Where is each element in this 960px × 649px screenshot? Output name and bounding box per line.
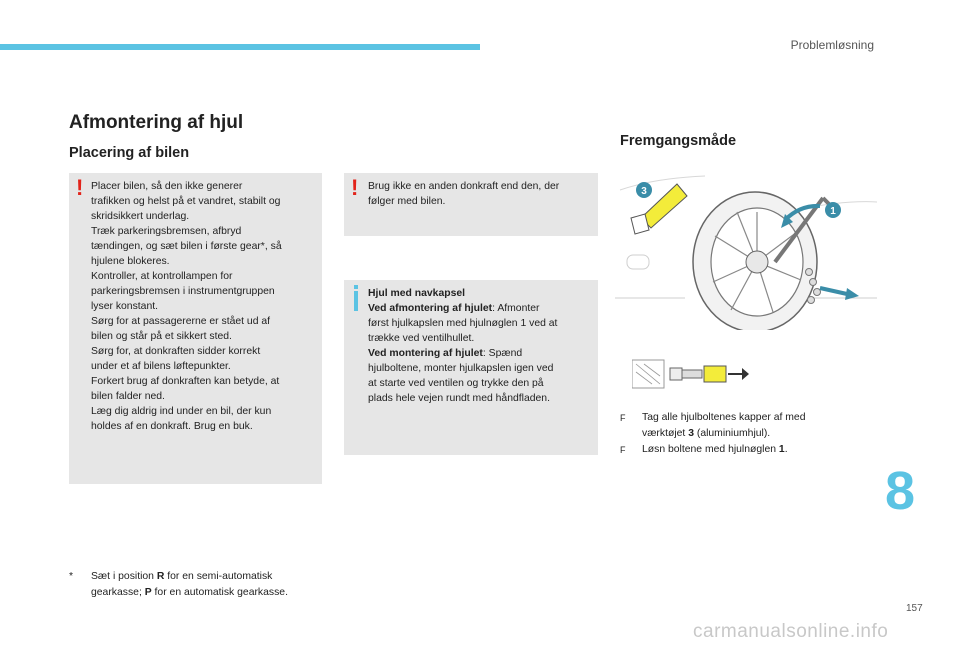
removal-label: Ved afmontering af hjulet xyxy=(368,303,493,314)
warning-box-jack xyxy=(344,173,598,236)
top-accent-bar xyxy=(0,44,480,50)
text-line: Læg dig aldrig ind under en bil, der kun xyxy=(91,406,272,417)
chapter-number: 8 xyxy=(885,461,916,521)
text-line: Træk parkeringsbremsen, afbryd xyxy=(91,226,242,237)
info-box-hubcap xyxy=(344,280,598,455)
step-2: Løsn boltene med hjulnøglen 1. xyxy=(642,444,788,455)
procedure-heading: Fremgangsmåde xyxy=(620,133,737,149)
text-line: lyser konstant. xyxy=(91,301,158,312)
text-line: Forkert brug af donkraften kan betyde, at xyxy=(91,376,280,387)
callout-3: 3 xyxy=(641,186,647,197)
info-title: Hjul med navkapsel xyxy=(368,288,466,299)
text-line: Brug ikke en anden donkraft end den, der xyxy=(368,181,560,192)
text-line: følger med bilen. xyxy=(368,196,446,207)
warning-icon: ! xyxy=(351,175,359,200)
bolt-cap-illustration xyxy=(632,358,750,390)
text-line: bilen falder ned. xyxy=(91,391,165,402)
text-line: trafikken og helst på et vandret, stabilt og xyxy=(91,196,281,207)
wheel-illustration xyxy=(615,170,877,330)
text-line: skridsikkert underlag. xyxy=(91,211,190,222)
warning-text xyxy=(91,179,282,434)
text-line: hjulene blokeres. xyxy=(91,256,170,267)
mount-label: Ved montering af hjulet xyxy=(368,348,483,359)
text-line: Placer bilen, så den ikke generer xyxy=(91,181,243,192)
text-line: Kontroller, at kontrollampen for xyxy=(91,271,233,282)
placement-heading: Placering af bilen xyxy=(69,145,190,161)
text-line: Sørg for, at donkraften sidder korrekt xyxy=(91,346,261,357)
step-bullet: F xyxy=(620,445,626,455)
text-line: holdes af en donkraft. Brug en buk. xyxy=(91,421,253,432)
step-bullet: F xyxy=(620,413,626,423)
warning-text xyxy=(368,179,559,209)
warning-box-placement xyxy=(69,173,322,484)
callout-1: 1 xyxy=(830,206,836,217)
page-title: Afmontering af hjul xyxy=(69,112,244,133)
text-line: bilen og står på et sikkert sted. xyxy=(91,331,232,342)
text-line: tændingen, og sæt bilen i første gear*, så xyxy=(91,241,282,252)
section-title: Problemløsning xyxy=(790,38,874,52)
warning-icon: ! xyxy=(76,175,84,200)
text-line: under et af bilens løftepunkter. xyxy=(91,361,231,372)
info-text: Hjul med navkapsel Ved afmontering af hjulet: Afmonter først hjulkapslen med hjulnøglen 1 ved at trække ved ventilhullet. Ved montering af hjulet: Spænd hjulboltene, monter hjulkapslen igen ved at starte ved ventilen og trykke den på plads hele vejen rundt med håndfladen. xyxy=(368,288,558,404)
info-icon xyxy=(353,285,359,313)
step-1: Tag alle hjulboltenes kapper af med værktøjet 3 (aluminiumhjul). xyxy=(642,412,806,439)
page-number: 157 xyxy=(906,603,923,614)
text-line: parkeringsbremsen i instrumentgruppen xyxy=(91,286,275,297)
watermark: carmanualsonline.info xyxy=(693,621,889,642)
text-line: Sørg for at passagererne er stået ud af xyxy=(91,316,271,327)
